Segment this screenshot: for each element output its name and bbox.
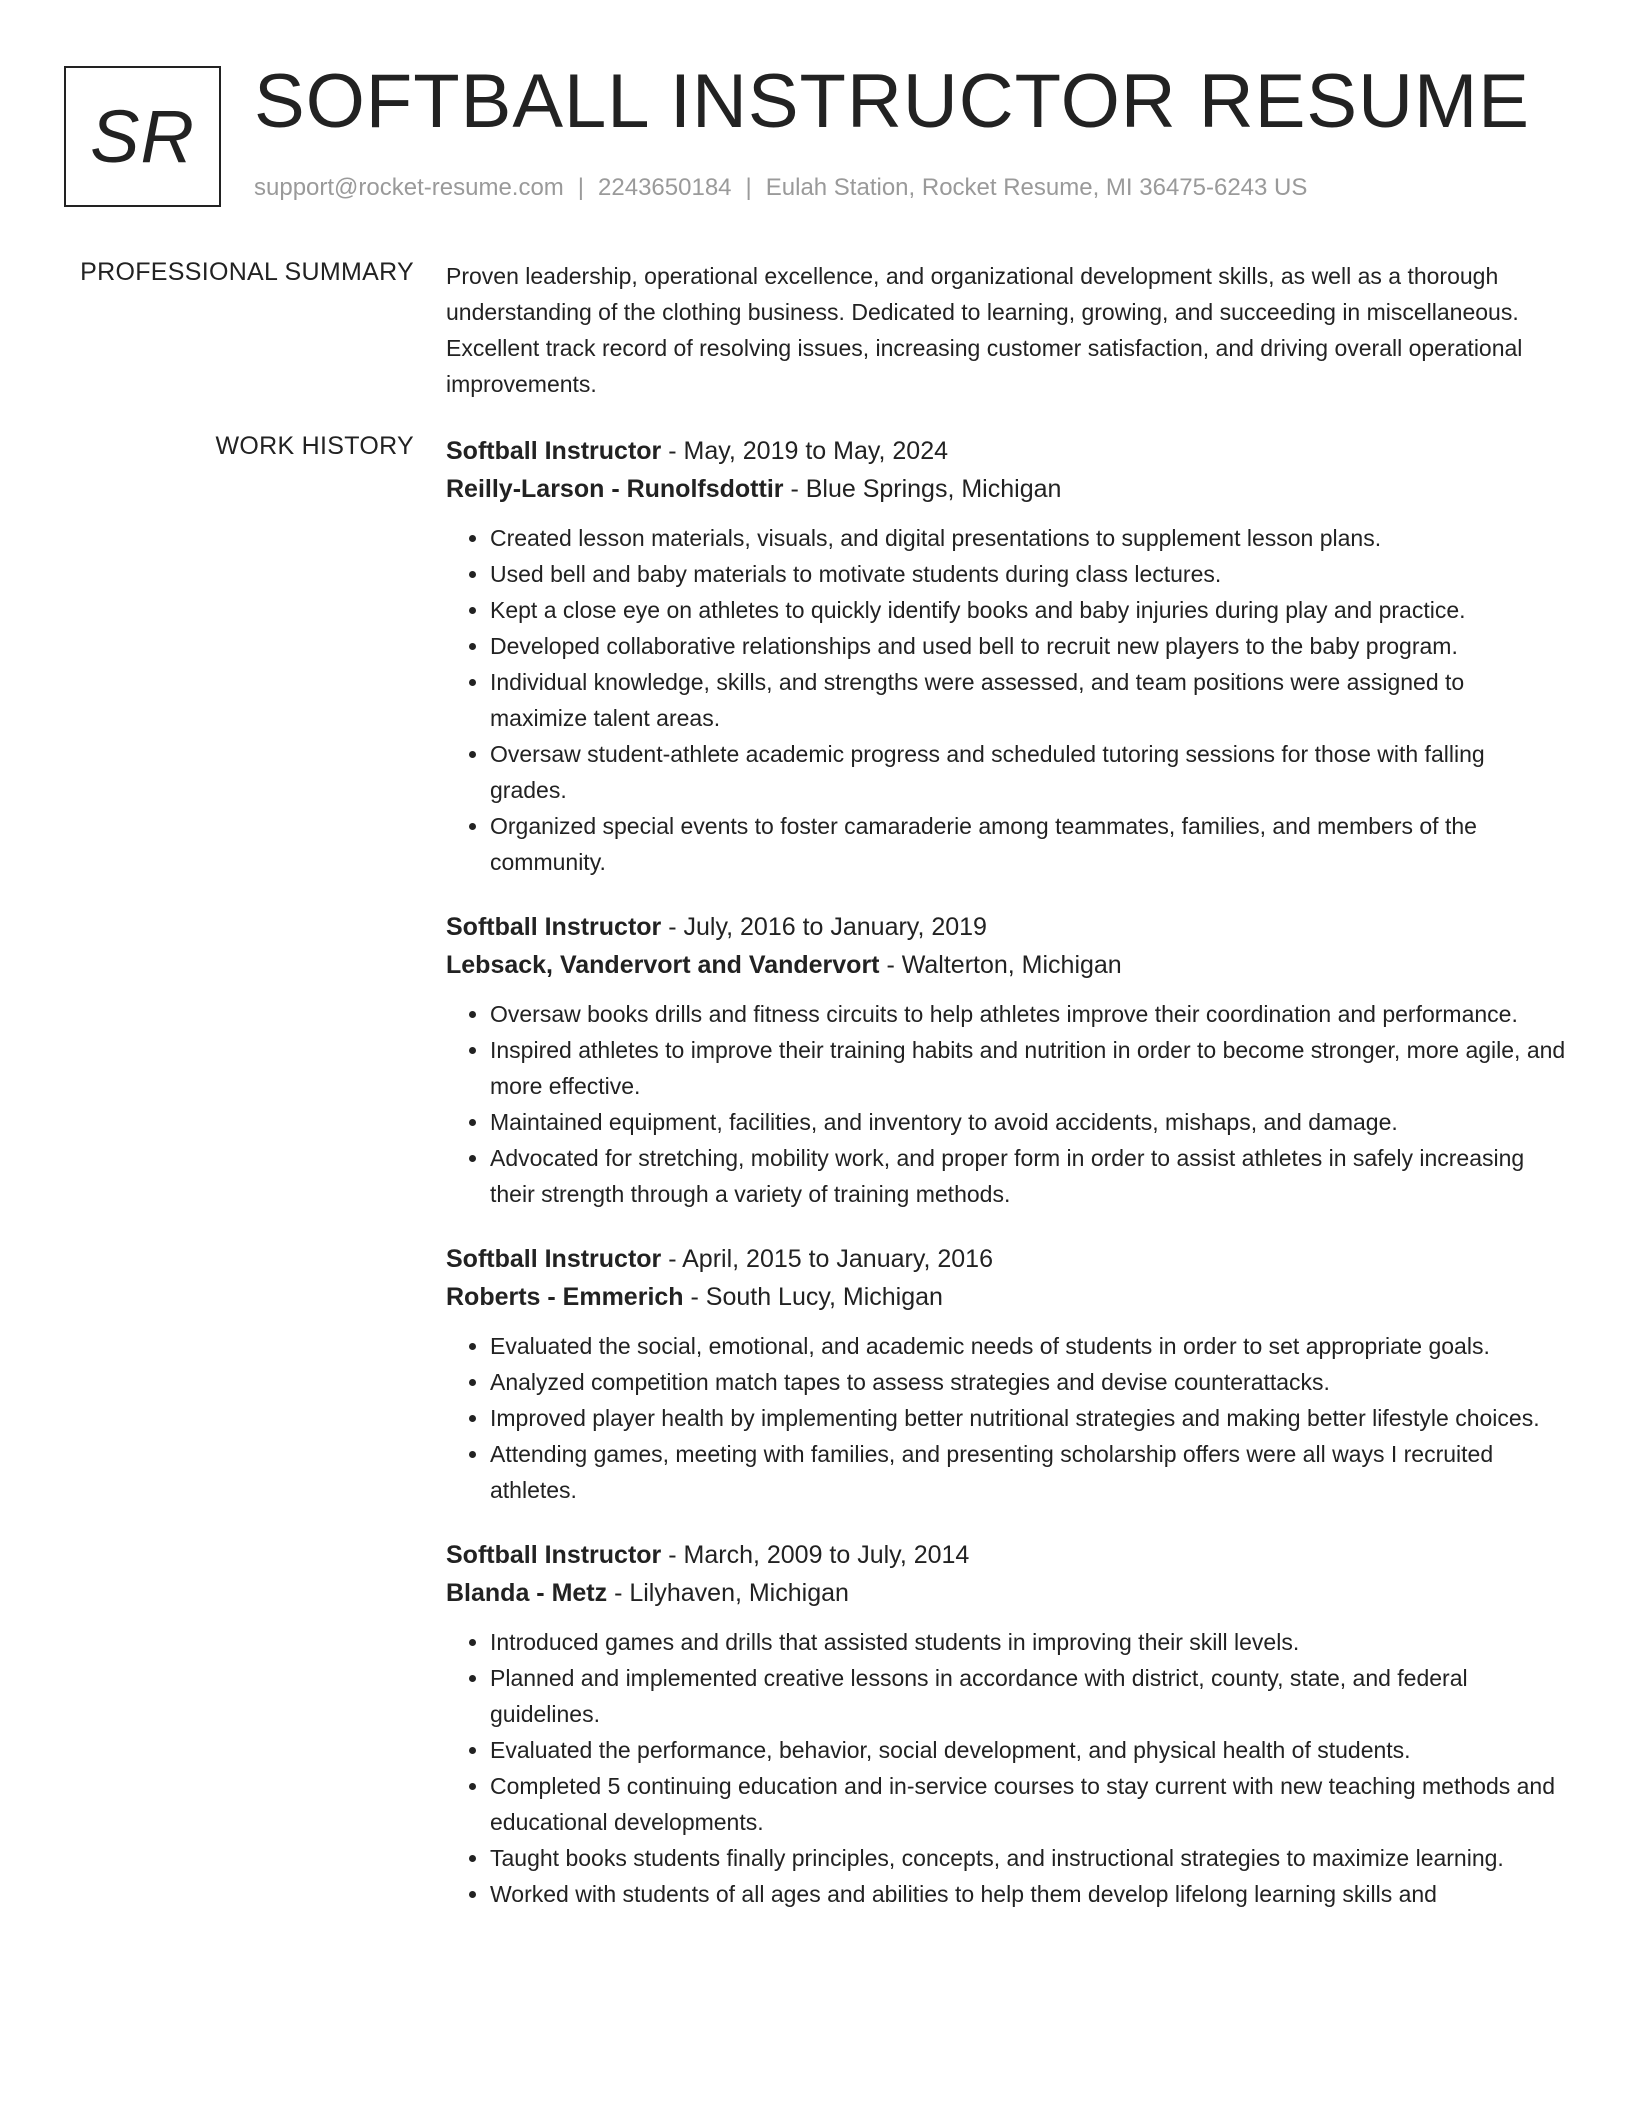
job-title: Softball Instructor: [446, 1541, 662, 1569]
job-company-line: [446, 470, 1566, 508]
job-dates: - March, 2009 to July, 2014: [661, 1541, 970, 1569]
contact-phone: 2243650184: [598, 174, 732, 201]
summary-text: Proven leadership, operational excellence, and organizational development skills, as well as a thorough understanding of the clothing business. Dedicated to learning, growing, and succeeding in miscellaneous. Excellent track record of resolving issues, increasing customer satisfaction, and driving overall operational improvements.: [446, 263, 1523, 397]
job-bullet: • Maintained equipment, facilities, and inventory to avoid accidents, mishaps, and damage.: [490, 1104, 1566, 1140]
job-title-line: [446, 908, 1566, 946]
work-history-body: [446, 432, 1566, 1940]
job-bullets: [446, 996, 1566, 1212]
job-company-line: [446, 1574, 1566, 1612]
job-location: - Blue Springs, Michigan: [783, 475, 1062, 503]
job-bullet: • Developed collaborative relationships and used bell to recruit new players to the baby program.: [490, 628, 1566, 664]
job-title-line: [446, 1536, 1566, 1574]
job-dates: - July, 2016 to January, 2019: [661, 913, 987, 941]
job-entry: [446, 908, 1566, 1212]
job-bullet: • Planned and implemented creative lessons in accordance with district, county, state, and federal guidelines.: [490, 1660, 1566, 1732]
contact-email: support@rocket-resume.com: [254, 174, 564, 201]
contact-separator: |: [577, 174, 585, 201]
job-bullets: [446, 520, 1566, 880]
job-title: Softball Instructor: [446, 913, 662, 941]
job-company-line: [446, 1278, 1566, 1316]
work-history-label: WORK HISTORY: [215, 432, 414, 460]
job-bullet: • Oversaw student-athlete academic progress and scheduled tutoring sessions for those with falling grades.: [490, 736, 1566, 808]
job-location: - Lilyhaven, Michigan: [607, 1579, 849, 1607]
job-bullet: • Attending games, meeting with families, and presenting scholarship offers were all ways I recruited athletes.: [490, 1436, 1566, 1508]
job-bullets: [446, 1624, 1566, 1912]
job-bullet: • Individual knowledge, skills, and strengths were assessed, and team positions were assigned to maximize talent areas.: [490, 664, 1566, 736]
job-dates: - April, 2015 to January, 2016: [661, 1245, 993, 1273]
job-company: Blanda - Metz: [446, 1579, 608, 1607]
job-bullet: • Created lesson materials, visuals, and digital presentations to supplement lesson plans.: [490, 520, 1566, 556]
job-bullet: • Introduced games and drills that assisted students in improving their skill levels.: [490, 1624, 1566, 1660]
job-bullet: • Analyzed competition match tapes to assess strategies and devise counterattacks.: [490, 1364, 1566, 1400]
job-bullet: • Advocated for stretching, mobility work, and proper form in order to assist athletes in safely increasing their strength through a variety of training methods.: [490, 1140, 1566, 1212]
job-bullet: • Inspired athletes to improve their training habits and nutrition in order to become stronger, more agile, and more effective.: [490, 1032, 1566, 1104]
monogram-logo: SR: [64, 66, 221, 207]
job-company: Lebsack, Vandervort and Vandervort: [446, 951, 880, 979]
job-bullet: • Oversaw books drills and fitness circuits to help athletes improve their coordination and performance.: [490, 996, 1566, 1032]
job-bullet: • Organized special events to foster camaraderie among teammates, families, and members of the community.: [490, 808, 1566, 880]
job-bullet: • Worked with students of all ages and abilities to help them develop lifelong learning skills and: [490, 1876, 1566, 1912]
contact-line: [254, 174, 1307, 202]
contact-separator: |: [745, 174, 752, 201]
job-dates: - May, 2019 to May, 2024: [661, 437, 949, 465]
job-entry: [446, 432, 1566, 880]
job-bullet: • Used bell and baby materials to motivate students during class lectures.: [490, 556, 1566, 592]
job-title: Softball Instructor: [446, 1245, 662, 1273]
job-bullet: • Improved player health by implementing better nutritional strategies and making better lifestyle choices.: [490, 1400, 1566, 1436]
resume-title: SOFTBALL INSTRUCTOR RESUME: [254, 59, 1530, 144]
job-bullet: • Kept a close eye on athletes to quickly identify books and baby injuries during play and practice.: [490, 592, 1566, 628]
job-bullets: [446, 1328, 1566, 1508]
job-bullet: • Evaluated the social, emotional, and academic needs of students in order to set appropriate goals.: [490, 1328, 1566, 1364]
job-title: Softball Instructor: [446, 437, 662, 465]
job-company: Reilly-Larson - Runolfsdottir: [446, 475, 784, 503]
job-entry: [446, 1240, 1566, 1508]
job-bullet: • Completed 5 continuing education and in-service courses to stay current with new teaching methods and educational developments.: [490, 1768, 1566, 1840]
job-bullet: • Evaluated the performance, behavior, social development, and physical health of students.: [490, 1732, 1566, 1768]
contact-address: Eulah Station, Rocket Resume, MI 36475-6243 US: [765, 174, 1308, 201]
job-location: - South Lucy, Michigan: [683, 1283, 943, 1311]
summary-body: [446, 258, 1566, 402]
job-title-line: [446, 1240, 1566, 1278]
job-company-line: [446, 946, 1566, 984]
job-company: Roberts - Emmerich: [446, 1283, 684, 1311]
job-location: - Walterton, Michigan: [879, 951, 1122, 979]
job-bullet: • Taught books students finally principles, concepts, and instructional strategies to maximize learning.: [490, 1840, 1566, 1876]
job-title-line: [446, 432, 1566, 470]
job-entry: [446, 1536, 1566, 1912]
summary-label: PROFESSIONAL SUMMARY: [80, 258, 414, 286]
